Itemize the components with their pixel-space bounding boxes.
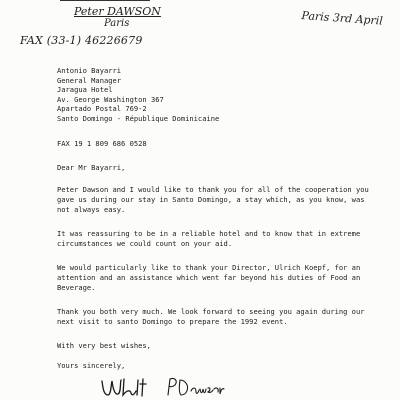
sender-name: Peter DAWSON bbox=[74, 5, 161, 18]
sender-city: Paris bbox=[104, 18, 130, 29]
paragraph-line: attention and an assistance which went far beyond his duties of Food an bbox=[57, 273, 361, 282]
closing-wishes: With very best wishes, bbox=[57, 341, 151, 350]
signature-2 bbox=[165, 375, 225, 399]
handwritten-signature-icon bbox=[100, 375, 148, 399]
paragraph-line: circumstances we could count on your aid. bbox=[57, 239, 233, 248]
salutation: Dear Mr Bayarri, bbox=[57, 163, 126, 172]
recipient-line: Apartado Postal 769-2 bbox=[57, 104, 147, 114]
paragraph-2 bbox=[57, 229, 360, 249]
paragraph-line: Peter Dawson and I would like to thank you for all of the cooperation you bbox=[57, 185, 369, 194]
paragraph-3 bbox=[57, 263, 360, 293]
paragraph-line: It was reassuring to be in a reliable hotel and to know that in extreme bbox=[57, 229, 361, 238]
recipient-line: Av. George Washington 367 bbox=[57, 94, 164, 104]
recipient-fax: FAX 19 1 809 686 0528 bbox=[57, 139, 147, 148]
signature-1 bbox=[100, 375, 148, 399]
paragraph-4 bbox=[57, 307, 365, 327]
closing-sincerely: Yours sincerely, bbox=[57, 361, 126, 370]
paragraph-line: Thank you both very much. We look forward to seeing you again during our bbox=[57, 307, 365, 316]
paragraph-line: next visit to santo Domingo to prepare the 1992 event. bbox=[57, 317, 288, 326]
paragraph-1 bbox=[57, 185, 369, 215]
recipient-address bbox=[57, 66, 219, 124]
recipient-line: Jaragua Hotel bbox=[57, 85, 113, 95]
recipient-line: General Manager bbox=[57, 75, 122, 85]
sender-fax: FAX (33-1) 46226679 bbox=[20, 34, 143, 47]
paragraph-line: gave us during our stay in Santo Domingo, a stay which, as you know, was bbox=[57, 195, 365, 204]
handwritten-signature-icon bbox=[165, 375, 225, 399]
paragraph-line: not always easy. bbox=[57, 205, 126, 214]
recipient-line: Antonio Bayarri bbox=[57, 66, 122, 75]
paragraph-line: We would particularly like to thank your Director, Ulrich Koepf, for an bbox=[57, 263, 361, 272]
letter-date: Paris 3rd April bbox=[301, 9, 384, 28]
recipient-line: Santo Domingo - République Dominicaine bbox=[57, 113, 220, 123]
paragraph-line: Beverage. bbox=[57, 283, 96, 292]
header-rule bbox=[60, 0, 150, 1]
